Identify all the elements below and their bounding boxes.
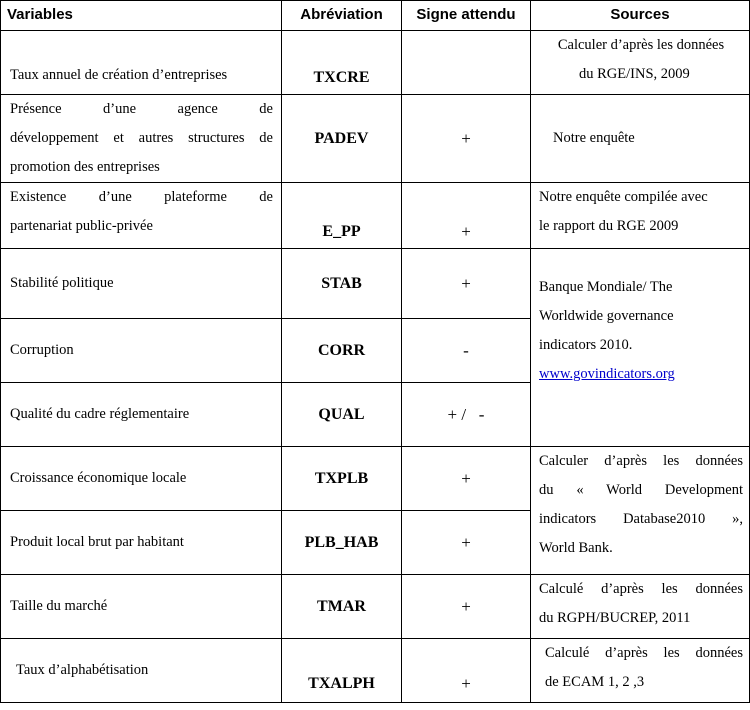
variable-text: Taux annuel de création d’entreprises [10,67,228,83]
variable-cell [1,183,282,249]
source-line: Worldwide governance [539,308,674,324]
variable-cell [1,639,282,703]
source-cell [531,639,750,703]
source-cell [531,183,750,249]
variable-text: promotion des entreprises [10,159,160,175]
variable-cell [1,249,282,319]
abbreviation-cell: PLB_HAB [282,511,402,575]
header-row [1,1,750,31]
source-cell-world-bank [531,447,750,575]
source-line: Notre enquête [553,130,635,146]
source-line: Calculer d’après les données [539,453,743,469]
variable-cell [1,447,282,511]
source-line: Notre enquête compilée avec [539,189,708,205]
source-cell [531,95,750,183]
source-line: Calculé d’après les données [539,581,743,597]
variable-text: Qualité du cadre réglementaire [10,406,190,422]
abbreviation-cell: STAB [282,249,402,319]
sign-cell: + [402,447,531,511]
sign-cell: - [402,319,531,383]
abbreviation-cell: TXCRE [282,31,402,95]
variable-cell [1,31,282,95]
source-cell [531,575,750,639]
header-sources: Sources [531,1,750,31]
table-row [1,31,750,95]
variable-cell [1,319,282,383]
source-line: le rapport du RGE 2009 [539,218,679,234]
abbreviation-cell: TXPLB [282,447,402,511]
variable-text: Taille du marché [10,598,108,614]
source-line: Calculé d’après les données [545,645,743,661]
source-line: du RGPH/BUCREP, 2011 [539,610,691,626]
table-row [1,639,750,703]
variable-text: Corruption [10,342,74,358]
variable-text: Présence d’une agence de [10,101,273,117]
variable-text: partenariat public-privée [10,218,153,234]
variable-cell [1,383,282,447]
abbreviation-cell: CORR [282,319,402,383]
sign-cell: + [402,639,531,703]
header-signe-attendu: Signe attendu [402,1,531,31]
sign-cell: + [402,95,531,183]
table-row [1,95,750,183]
abbreviation-cell: TXALPH [282,639,402,703]
variable-cell [1,575,282,639]
variable-cell [1,511,282,575]
sign-cell: + [402,511,531,575]
abbreviation-cell: PADEV [282,95,402,183]
abbreviation-cell: E_PP [282,183,402,249]
variable-text: Produit local brut par habitant [10,534,184,550]
table-row [1,575,750,639]
header-abreviation: Abréviation [282,1,402,31]
variable-text: développement et autres structures de [10,130,273,146]
sign-cell: + / - [402,383,531,447]
header-variables: Variables [1,1,282,31]
source-line: Banque Mondiale/ The [539,279,673,295]
govindicators-link[interactable]: www.govindicators.org [539,366,675,382]
source-cell-governance [531,249,750,447]
variable-text: Taux d’alphabétisation [16,662,149,678]
sign-cell: + [402,183,531,249]
abbreviation-cell: TMAR [282,575,402,639]
sign-cell: + [402,575,531,639]
table-row [1,183,750,249]
variable-cell [1,95,282,183]
source-line: indicators 2010. [539,337,633,353]
source-cell [531,31,750,95]
source-line: de ECAM 1, 2 ,3 [545,674,645,690]
source-line: indicators Database2010 », [539,511,743,527]
variable-text: Stabilité politique [10,275,114,291]
variable-text: Existence d’une plateforme de [10,189,273,205]
sign-cell [402,31,531,95]
source-line: du « World Development [539,482,743,498]
source-line: Calculer d’après les données [557,37,725,53]
source-line: du RGE/INS, 2009 [579,66,690,82]
table-row [1,447,750,511]
table-row [1,249,750,319]
sign-cell: + [402,249,531,319]
abbreviation-cell: QUAL [282,383,402,447]
source-line: World Bank. [539,540,613,556]
variable-text: Croissance économique locale [10,470,187,486]
